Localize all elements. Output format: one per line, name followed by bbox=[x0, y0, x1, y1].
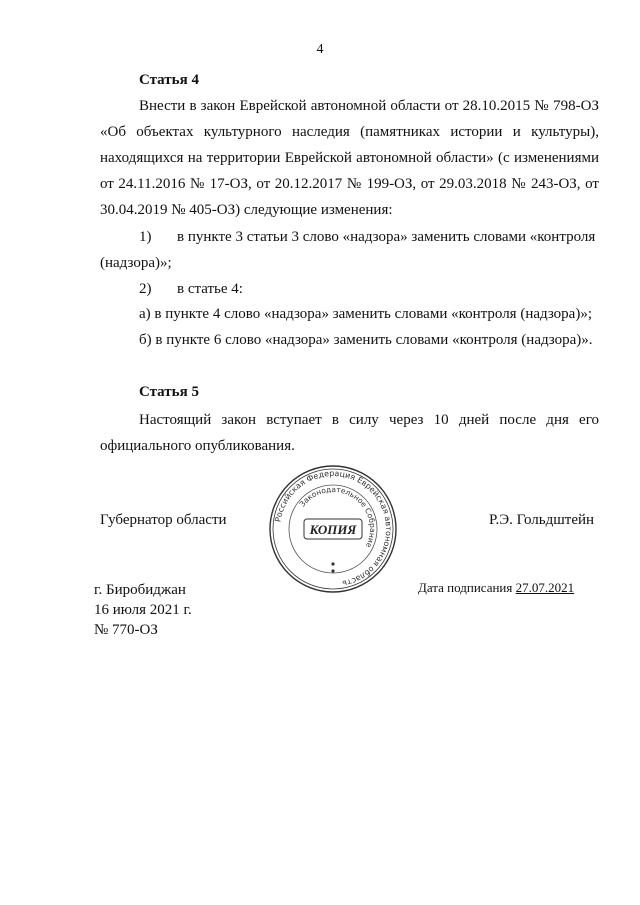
item-1-number: 1) bbox=[139, 229, 152, 245]
signing-label: Дата подписания bbox=[418, 580, 513, 595]
seal-inner-text: Законодательное Собрание bbox=[297, 484, 378, 550]
law-date: 16 июля 2021 г. bbox=[94, 602, 192, 618]
item-2-number: 2) bbox=[139, 281, 152, 297]
place-block bbox=[94, 580, 192, 640]
subitem-b: б) в пункте 6 слово «надзора» заменить словами «контроля (надзора)». bbox=[139, 332, 593, 348]
subitem-a: а) в пункте 4 слово «надзора» заменить словами «контроля (надзора)»; bbox=[139, 306, 592, 322]
governor-name: Р.Э. Гольдштейн bbox=[489, 512, 595, 528]
seal-star-icon bbox=[331, 569, 334, 572]
article-4-heading: Статья 4 bbox=[139, 72, 199, 88]
article-4-intro-text: Внести в закон Еврейской автономной области от 28.10.2015 № 798-ОЗ «Об объектах культурного наследия (памятниках истории и культуры), находящихся на территории Еврейской автономной области» (с изменениями от 24.11.2016 № 17-ОЗ, от 20.12.2017 № 199-ОЗ, от 29.03.2018 № 243-ОЗ, от 30.04.2019 № 405-ОЗ) следующие изменения: bbox=[100, 98, 599, 218]
seal-outer-text: Российская Федерация Еврейская автономная область bbox=[273, 468, 394, 589]
official-seal bbox=[268, 464, 398, 594]
article-5-text bbox=[100, 407, 599, 459]
signing-date: 27.07.2021 bbox=[515, 580, 575, 595]
signing-date-block bbox=[418, 580, 574, 596]
city: г. Биробиджан bbox=[94, 582, 186, 598]
svg-text:Законодательное Собрание bbox=[298, 485, 377, 550]
seal-star-icon bbox=[331, 562, 334, 565]
governor-title: Губернатор области bbox=[100, 512, 227, 528]
article-5-heading: Статья 5 bbox=[139, 384, 199, 400]
law-number: № 770-ОЗ bbox=[94, 622, 158, 638]
item-1-text-line1: в пункте 3 статьи 3 слово «надзора» заменить словами «контроля bbox=[177, 229, 596, 245]
item-1-text-line2: (надзора)»; bbox=[100, 255, 172, 271]
page-number: 4 bbox=[316, 42, 324, 57]
article-5-body: Настоящий закон вступает в силу через 10 дней после дня его официального опубликования. bbox=[100, 412, 599, 454]
item-2-text: в статье 4: bbox=[177, 281, 243, 297]
article-4-intro bbox=[100, 93, 599, 223]
seal-copy-stamp: КОПИЯ bbox=[309, 522, 357, 537]
